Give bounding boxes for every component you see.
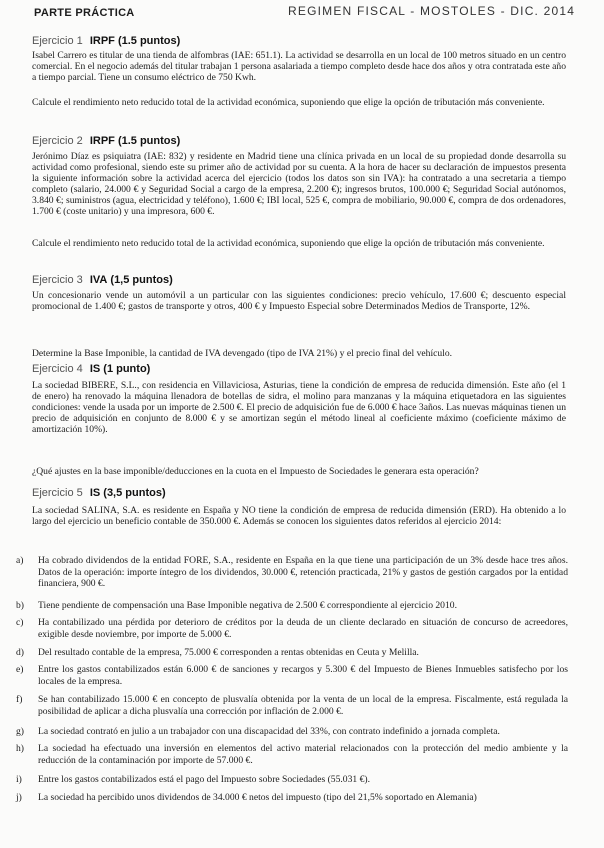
item-text: La sociedad contrató en julio a un trabajador con una discapacidad del 33%, con contrato indefinido a jornada completa. xyxy=(38,726,500,737)
list-item xyxy=(16,555,568,590)
item-letter: a) xyxy=(16,555,24,566)
item-letter: j) xyxy=(16,792,22,803)
exercise-1-statement: Isabel Carrero es titular de una tienda de alfombras (IAE: 651.1). La actividad se desarrolla en un local de 100 metros situado en un centro comercial. En el negocio además del titular trabajan 1 persona asalariada a tiempo completo desde hace dos años y otra contratada este año a tiempo parcial. Tiene un consumo eléctrico de 750 Kwh. xyxy=(32,50,566,84)
item-letter: h) xyxy=(16,743,24,754)
list-item xyxy=(16,617,568,640)
exercise-tax: IS xyxy=(89,363,101,375)
exercise-points: (1,5 puntos) xyxy=(110,274,173,286)
exercise-points: (1.5 puntos) xyxy=(117,135,181,147)
item-text: Entre los gastos contabilizados está el pago del Impuesto sobre Sociedades (55.031 €). xyxy=(38,774,370,785)
exercise-points: (1 punto) xyxy=(103,363,151,375)
exercise-points: (1.5 puntos) xyxy=(117,35,181,47)
exercise-tax: IRPF xyxy=(89,135,115,147)
exercise-tax: IRPF xyxy=(89,35,115,47)
exercise-label: Ejercicio 3 xyxy=(32,274,83,286)
exercise-2-statement: Jerónimo Díaz es psiquiatra (IAE: 832) y residente en Madrid tiene una clínica privada en un local de su propiedad donde desarrolla su actividad como profesional, siendo este su primer año de actividad por su cuenta. A la hora de hacer su declaración de impuestos presenta la siguiente información sobre la actividad acerca del ejercicio (todos los datos son sin IVA): ha contratado a una secretaria a tiempo completo (salario, 24.000 € y Seguridad Social a cargo de la empresa, 2.200 €); ingresos brutos, 100.000 €; Seguridad Social autónomos, 3.840 €; suministros (agua, electricidad y teléfono), 1.600 €; IBI local, 525 €, compra de mobiliario, 90.000 €, compra de dos ordenadores, 1.700 € (coste unitario) y una impresora, 600 €. xyxy=(32,151,566,218)
list-item xyxy=(16,694,568,717)
item-text: Del resultado contable de la empresa, 75.000 € corresponden a rentas obtenidas en Ceuta y Melilla. xyxy=(38,647,419,658)
item-letter: e) xyxy=(16,664,24,675)
exercise-1-question: Calcule el rendimiento neto reducido total de la actividad económica, suponiendo que elige la opción de tributación más conveniente. xyxy=(32,97,545,108)
list-item xyxy=(16,792,568,804)
list-item xyxy=(16,664,568,687)
item-text: Tiene pendiente de compensación una Base Imponible negativa de 2.500 € correspondiente al ejercicio 2010. xyxy=(38,600,457,611)
section-title: PARTE PRÁCTICA xyxy=(34,7,135,19)
item-text: La sociedad ha percibido unos dividendos de 34.000 € netos del impuesto (tipo del 21,5% soportado en Alemania) xyxy=(38,792,477,803)
exercise-4-heading xyxy=(32,363,150,375)
exercise-5-statement: La sociedad SALINA, S.A. es residente en España y NO tiene la condición de empresa de reducida dimensión (ERD). Ha obtenido a lo largo del ejercicio un beneficio contable de 350.000 €. Además se conocen los siguientes datos referidos al ejercicio 2014: xyxy=(32,505,566,528)
exercise-tax: IS xyxy=(89,487,101,499)
exercise-label: Ejercicio 5 xyxy=(32,487,83,499)
item-letter: g) xyxy=(16,726,24,737)
item-text: Entre los gastos contabilizados están 6.000 € de sanciones y recargos y 5.300 € del Impuesto de Bienes Inmuebles satisfecho por los locales de la empresa. xyxy=(38,664,568,687)
exercise-3-heading xyxy=(32,274,173,286)
item-text: Se han contabilizado 15.000 € en concepto de plusvalía obtenida por la venta de un local de la empresa. Fiscalmente, está regulada la posibilidad de aplicar a dicha plusvalía una corrección por inflación de 2.000 €. xyxy=(38,694,568,717)
list-item xyxy=(16,774,568,786)
item-text: La sociedad ha efectuado una inversión en elementos del activo material relacionados con la protección del medio ambiente y la reducción de la contaminación por importe de 57.000 €. xyxy=(38,743,568,766)
item-letter: f) xyxy=(16,694,23,705)
list-item xyxy=(16,600,568,612)
item-text: Ha cobrado dividendos de la entidad FORE, S.A., residente en España en la que tiene una participación de un 3% desde hace tres años. Datos de la operación: importe íntegro de los dividendos, 30.000 €, retención practicada, 21% y gastos de gestión cargados por la entidad financiera, 900 €. xyxy=(38,555,568,590)
exercise-label: Ejercicio 4 xyxy=(32,363,83,375)
exercise-2-question: Calcule el rendimiento neto reducido total de la actividad económica, suponiendo que elige la opción de tributación más conveniente. xyxy=(32,238,545,249)
item-text: Ha contabilizado una pérdida por deterioro de créditos por la deuda de un cliente declarado en situación de concurso de acreedores, exigible desde noviembre, por importe de 5.000 €. xyxy=(38,617,568,640)
exercise-3-statement: Un concesionario vende un automóvil a un particular con las siguientes condiciones: precio vehículo, 17.600 €; descuento especial promocional de 1.400 €; gastos de transporte y otros, 400 € y Impuesto Especial sobre Determinados Medios de Transporte, 12%. xyxy=(32,290,566,313)
exercise-tax: IVA xyxy=(89,274,108,286)
list-item xyxy=(16,647,568,659)
exercise-points: (3,5 puntos) xyxy=(103,487,166,499)
item-letter: c) xyxy=(16,617,24,628)
list-item xyxy=(16,726,568,738)
item-letter: i) xyxy=(16,774,22,785)
exercise-1-heading xyxy=(32,35,180,47)
exercise-label: Ejercicio 2 xyxy=(32,135,83,147)
item-letter: b) xyxy=(16,600,24,611)
exercise-label: Ejercicio 1 xyxy=(32,35,83,47)
exercise-4-question: ¿Qué ajustes en la base imponible/deducciones en la cuota en el Impuesto de Sociedades le generara esta operación? xyxy=(32,466,479,477)
exercise-3-question: Determine la Base Imponible, la cantidad de IVA devengado (tipo de IVA 21%) y el precio final del vehículo. xyxy=(32,348,453,359)
exercise-4-statement: La sociedad BIBERE, S.L., con residencia en Villaviciosa, Asturias, tiene la condición de empresa de reducida dimensión. Este año (el 1 de enero) ha renovado la máquina llenadora de botellas de sidra, el molino para manzanas y la máquina etiquetadora en las siguientes condiciones: vende la usada por un importe de 2.500 €. El precio de adquisición fue de 6.000 € hace 3años. Las nuevas máquinas tienen un precio de adquisición en conjunto de 8.000 € y se amortizan según el método lineal al coeficiente máximo (coeficiente máximo de amortización 10%). xyxy=(32,380,566,436)
list-item xyxy=(16,743,568,766)
exercise-5-heading xyxy=(32,487,166,499)
item-letter: d) xyxy=(16,647,24,658)
exam-header: REGIMEN FISCAL - MOSTOLES - DIC. 2014 xyxy=(288,4,576,18)
exercise-2-heading xyxy=(32,135,180,147)
